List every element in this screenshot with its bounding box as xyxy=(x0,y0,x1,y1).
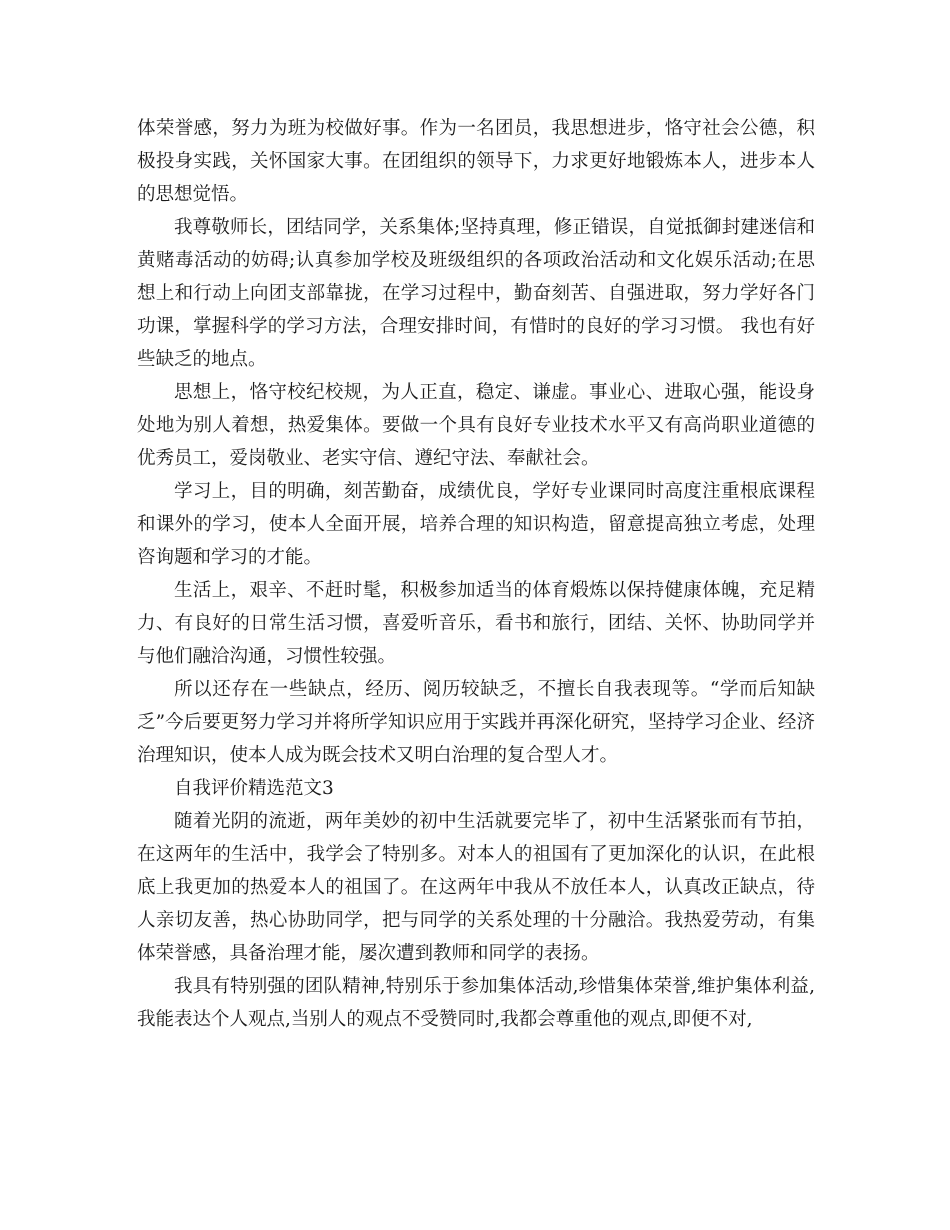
paragraph-4: 学习上，目的明确，刻苦勤奋，成绩优良，学好专业课同时高度注重根底课程和课外的学习，使本人全面开展，培养合理的知识构造，留意提高独立考虑，处理咨询题和学习的才能。 xyxy=(137,481,815,568)
paragraph-8: 随着光阴的流逝，两年美妙的初中生活就要完毕了，初中生活紧张而有节拍，在这两年的生活中，我学会了特别多。对本人的祖国有了更加深化的认识，在此根底上我更加的热爱本人的祖国了。在这两年中我从不放任本人，认真改正缺点，待人亲切友善，热心协助同学，把与同学的关系处理的十分融洽。我热爱劳动，有集体荣誉感，具备治理才能，屡次遭到教师和同学的表扬。 xyxy=(137,811,815,964)
paragraph-5: 生活上，艰辛、不赶时髦，积极参加适当的体育煅炼以保持健康体魄，充足精力、有良好的日常生活习惯，喜爱听音乐，看书和旅行，团结、关怀、协助同学并与他们融洽沟通，习惯性较强。 xyxy=(137,580,815,667)
paragraph-2: 我尊敬师长，团结同学，关系集体;坚持真理，修正错误，自觉抵御封建迷信和黄赌毒活动的妨碍;认真参加学校及班级组织的各项政治活动和文化娱乐活动;在思想上和行动上向团支部靠拢，在学习过程中，勤奋刻苦、自强进取，努力学好各门功课，掌握科学的学习方法，合理安排时间，有惜时的良好的学习习惯。 我也有好些缺乏的地点。 xyxy=(137,217,815,370)
paragraph-3: 思想上，恪守校纪校规，为人正直，稳定、谦虚。事业心、进取心强，能设身处地为别人着想，热爱集体。要做一个具有良好专业技术水平又有高尚职业道德的优秀员工，爱岗敬业、老实守信、遵纪守法、奉献社会。 xyxy=(137,382,815,469)
section-heading: 自我评价精选范文3 xyxy=(174,778,334,799)
document-body xyxy=(137,112,815,1036)
paragraph-6: 所以还存在一些缺点，经历、阅历较缺乏，不擅长自我表现等。“学而后知缺乏”今后要更努力学习并将所学知识应用于实践并再深化研究，坚持学习企业、经济治理知识，使本人成为既会技术又明白治理的复合型人才。 xyxy=(137,679,815,766)
paragraph-9: 我具有特别强的团队精神,特别乐于参加集体活动,珍惜集体荣誉,维护集体利益,我能表达个人观点,当别人的观点不受赞同时,我都会尊重他的观点,即便不对, xyxy=(137,976,815,1030)
paragraph-1: 体荣誉感，努力为班为校做好事。作为一名团员，我思想进步，恪守社会公德，积极投身实践，关怀国家大事。在团组织的领导下，力求更好地锻炼本人，进步本人的思想觉悟。 xyxy=(137,118,815,205)
